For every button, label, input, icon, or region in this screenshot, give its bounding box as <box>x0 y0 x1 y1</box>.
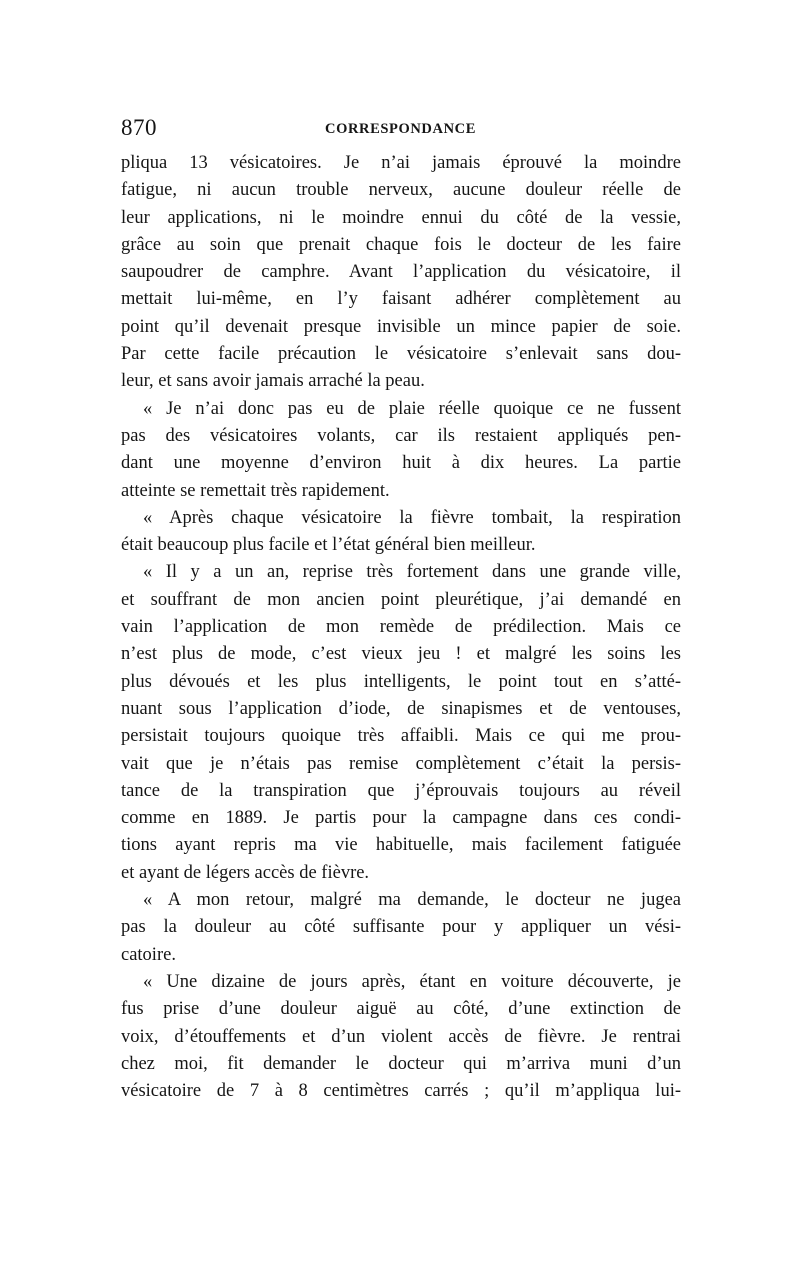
page-number: 870 <box>121 115 157 140</box>
text-line: fus prise d’une douleur aiguë au côté, d’une extinction de <box>121 999 681 1020</box>
page-header <box>121 114 681 144</box>
running-head: CORRESPONDANCE <box>325 121 476 137</box>
paragraph <box>121 887 681 969</box>
text-line: grâce au soin que prenait chaque fois le docteur de les faire <box>121 234 681 255</box>
text-line: leur applications, ni le moindre ennui du côté de la vessie, <box>121 207 681 228</box>
text-line: n’est plus de mode, c’est vieux jeu ! et malgré les soins les <box>121 644 681 665</box>
text-line: « Après chaque vésicatoire la fièvre tombait, la respiration <box>143 507 681 528</box>
paragraph <box>121 969 681 1105</box>
text-line: et ayant de légers accès de fièvre. <box>121 862 370 883</box>
text-line: persistait toujours quoique très affaibli. Mais ce qui me prou- <box>121 726 681 747</box>
text-line: tance de la transpiration que j’éprouvais toujours au réveil <box>121 780 681 801</box>
text-line: Par cette facile précaution le vésicatoire s’enlevait sans dou- <box>121 344 681 365</box>
text-line: plus dévoués et les plus intelligents, le point tout en s’atté- <box>121 671 681 692</box>
text-line: point qu’il devenait presque invisible un mince papier de soie. <box>121 316 681 337</box>
text-line: atteinte se remettait très rapidement. <box>121 480 390 501</box>
text-line: vait que je n’étais pas remise complètement c’était la persis- <box>121 753 681 774</box>
text-line: « Une dizaine de jours après, étant en voiture découverte, je <box>143 971 681 992</box>
text-line: nuant sous l’application d’iode, de sinapismes et de ventouses, <box>121 698 681 719</box>
text-line: et souffrant de mon ancien point pleurétique, j’ai demandé en <box>121 589 681 610</box>
paragraph <box>121 150 681 396</box>
text-line: était beaucoup plus facile et l’état général bien meilleur. <box>121 535 536 556</box>
paragraph <box>121 559 681 887</box>
paragraph <box>121 396 681 505</box>
text-line: voix, d’étouffements et d’un violent accès de fièvre. Je rentrai <box>121 1026 681 1047</box>
text-line: saupoudrer de camphre. Avant l’application du vésicatoire, il <box>121 262 681 283</box>
text-line: dant une moyenne d’environ huit à dix heures. La partie <box>121 453 681 474</box>
text-line: pas des vésicatoires volants, car ils restaient appliqués pen- <box>121 425 681 446</box>
text-line: chez moi, fit demander le docteur qui m’arriva muni d’un <box>121 1053 681 1074</box>
text-line: vésicatoire de 7 à 8 centimètres carrés ; qu’il m’appliqua lui- <box>121 1081 681 1102</box>
text-line: « A mon retour, malgré ma demande, le docteur ne jugea <box>143 890 681 911</box>
text-line: mettait lui-même, en l’y faisant adhérer complètement au <box>121 289 681 310</box>
text-line: vain l’application de mon remède de prédilection. Mais ce <box>121 617 681 638</box>
text-line: comme en 1889. Je partis pour la campagne dans ces condi- <box>121 808 681 829</box>
text-line: « Je n’ai donc pas eu de plaie réelle quoique ce ne fussent <box>143 398 681 419</box>
text-line: catoire. <box>121 944 176 965</box>
paragraph <box>121 505 681 560</box>
text-line: pliqua 13 vésicatoires. Je n’ai jamais éprouvé la moindre <box>121 153 681 173</box>
text-line: fatigue, ni aucun trouble nerveux, aucune douleur réelle de <box>121 180 681 201</box>
text-line: leur, et sans avoir jamais arraché la peau. <box>121 371 425 392</box>
text-line: tions ayant repris ma vie habituelle, mais facilement fatiguée <box>121 835 681 856</box>
text-line: « Il y a un an, reprise très fortement dans une grande ville, <box>143 562 681 583</box>
body-text <box>121 150 681 1105</box>
text-line: pas la douleur au côté suffisante pour y appliquer un vési- <box>121 917 681 938</box>
